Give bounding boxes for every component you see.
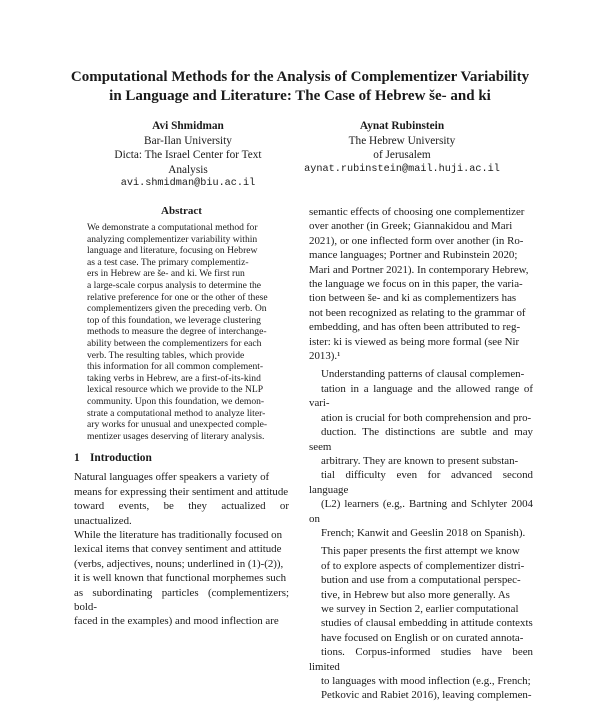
section-title: Introduction [90, 452, 152, 465]
section-heading-introduction [74, 452, 289, 464]
text-line: This paper presents the first attempt we know [321, 545, 520, 558]
text-line: as a test case. The primary complementiz- [87, 256, 249, 268]
text-line: embedding, and has often been attributed to reg- [309, 321, 521, 334]
text-line: We demonstrate a computational method for [87, 222, 258, 233]
section-number: 1 [74, 452, 80, 465]
text-line: to languages with mood inflection (e.g., French; [321, 675, 531, 687]
text-line: duction. The distinctions are subtle and may seem [309, 426, 533, 453]
text-line: ary works for unusual and unexpected comple- [87, 419, 268, 431]
text-line: (verbs, adjectives, nouns; underlined in (1)-(2)), [74, 557, 284, 570]
text-line: (L2) learners (e.g,. Bartning and Schlyter 2004 on [309, 498, 533, 525]
text-line: analyzing complementizer variability within [87, 233, 258, 245]
text-line: have focused on English or on curated annota- [321, 631, 524, 644]
body-paragraph-2 [309, 367, 533, 540]
text-line: a large-scale corpus analysis to determine the [87, 279, 262, 291]
text-line: tion between še- and ki as complementizers has [309, 292, 517, 305]
text-line: this information for all common complement- [87, 361, 264, 373]
author-block-1 [96, 119, 280, 192]
text-line: strate a computational method to analyze liter- [87, 407, 266, 419]
text-line: toward events, be they actualized or unactualized. [74, 500, 289, 527]
author-email[interactable]: aynat.rubinstein@mail.huji.ac.il [304, 163, 500, 175]
text-line: as subordinating particles (complementizers; bold- [74, 586, 289, 613]
text-line: the language we focus on in this paper, the varia- [309, 278, 523, 291]
text-line: 2021), or one inflected form over another (in Ro- [309, 234, 524, 247]
left-column [74, 205, 289, 629]
text-line: taking verbs in Hebrew, are a first-of-its-kind [87, 372, 261, 384]
text-line: lexical resource which we provide to the NLP [87, 384, 264, 396]
right-column [309, 205, 533, 703]
text-line: ability between the complementizers for each [87, 337, 262, 349]
introduction-paragraph [74, 470, 289, 628]
text-line: means for expressing their sentiment and attitude [74, 485, 289, 498]
text-line: community. Upon this foundation, we demon- [87, 395, 265, 407]
text-line: Understanding patterns of clausal complemen- [321, 368, 525, 381]
body-paragraph-3 [309, 544, 533, 702]
author-affiliation: of Jerusalem [373, 149, 431, 161]
body-paragraph-1 [309, 205, 533, 363]
text-line: French; Kanwit and Geeslin 2018 on Spanish). [321, 526, 526, 539]
text-line: of to explore aspects of complementizer distri- [321, 559, 525, 572]
text-line: Natural languages offer speakers a variety of [74, 471, 270, 484]
paper-title [60, 68, 540, 106]
text-line: lexical items that convey sentiment and attitude [74, 543, 282, 556]
text-line: ers in Hebrew are še- and ki. We first run [87, 268, 245, 280]
text-line: While the literature has traditionally focused on [74, 528, 283, 541]
text-line: 2013).¹ [309, 350, 341, 363]
text-line: arbitrary. They are known to present substan- [321, 454, 519, 467]
text-line: mentizer usages deserving of literary analysis. [87, 430, 265, 442]
text-line: top of this foundation, we leverage clustering [87, 314, 261, 326]
text-line: tive, in Hebrew but also more generally. As [321, 588, 510, 601]
text-line: Petkovic and Rabiet 2016), leaving complemen- [321, 689, 532, 702]
text-line: tions. Corpus-informed studies have been limited [309, 646, 533, 673]
title-line-1: Computational Methods for the Analysis of Complementizer Variability [70, 69, 530, 85]
text-line: tial difficulty even for advanced second language [309, 469, 533, 496]
author-affiliation: Dicta: The Israel Center for Text Analysis [114, 149, 262, 176]
text-line: bution and use from a computational perspec- [321, 574, 521, 587]
text-line: relative preference for one or the other of these [87, 291, 268, 303]
text-line: complementizers given the preceding verb. On [87, 303, 267, 315]
text-line: faced in the examples) and mood inflection are [74, 615, 279, 628]
text-line: not been recognized as relating to the grammar of [309, 306, 526, 319]
text-line: ation is crucial for both comprehension and pro- [321, 411, 532, 424]
text-line: mance languages; Portner and Rubinstein 2020; [309, 249, 518, 262]
title-line-2: in Language and Literature: The Case of Hebrew še- and ki [109, 88, 491, 104]
text-line: it is well known that functional morphemes such [74, 572, 287, 585]
author-email[interactable]: avi.shmidman@biu.ac.il [120, 178, 256, 189]
text-line: methods to measure the degree of interchange- [87, 326, 267, 338]
text-line: verb. The resulting tables, which provide [87, 349, 245, 361]
abstract-heading: Abstract [161, 205, 202, 217]
text-line: Mari and Portner 2021). In contemporary Hebrew, [309, 263, 529, 276]
author-name: Avi Shmidman [152, 120, 224, 132]
text-line: we survey in Section 2, earlier computational [321, 602, 519, 615]
text-line: ister: ki is viewed as being more formal (see Nir [309, 335, 520, 348]
text-line: semantic effects of choosing one complementizer [309, 206, 525, 218]
abstract-body [87, 222, 278, 442]
text-line: language and literature, focusing on Hebrew [87, 245, 258, 257]
text-line: over another (in Greek; Giannakidou and Mari [309, 220, 513, 233]
author-block-2 [300, 119, 504, 177]
author-affiliation: The Hebrew University [348, 134, 456, 147]
author-affiliation: Bar-Ilan University [144, 134, 232, 147]
text-line: tation in a language and the allowed range of vari- [309, 382, 533, 410]
text-line: studies of clausal embedding in attitude contexts [321, 617, 533, 630]
author-name: Aynat Rubinstein [359, 120, 445, 132]
